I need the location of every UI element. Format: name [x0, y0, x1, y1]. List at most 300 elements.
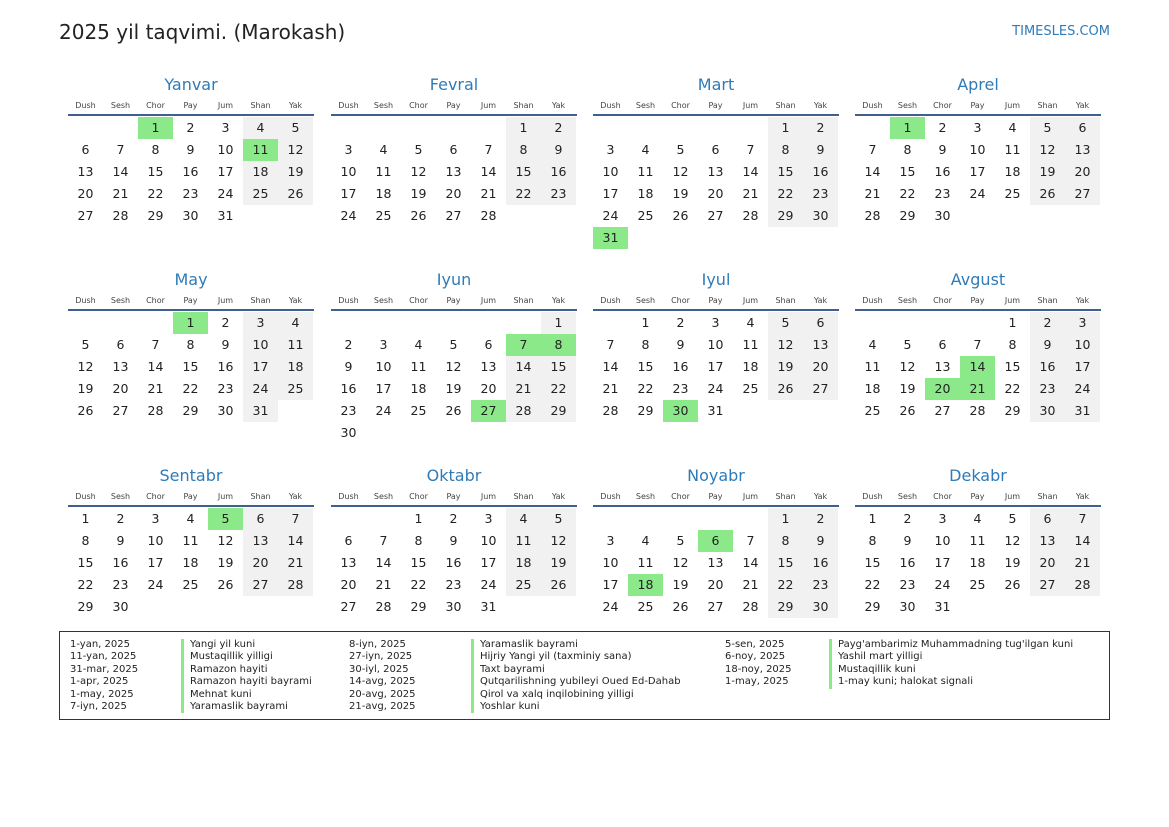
legend-date: 30-iyl, 2025	[349, 663, 409, 675]
weekday-label: Yak	[813, 296, 828, 305]
day-grid	[331, 508, 577, 618]
day-cell: 22	[147, 186, 164, 201]
day-cell: 18	[864, 381, 881, 396]
day-cell: 28	[112, 208, 129, 223]
day-cell: 26	[217, 577, 234, 592]
day-cell: 13	[77, 164, 94, 179]
day-cell: 28	[742, 208, 759, 223]
weekday-label: Jum	[217, 296, 234, 305]
day-cell: 19	[445, 381, 462, 396]
legend-date: 5-sen, 2025	[725, 639, 785, 650]
day-cell: 7	[278, 508, 313, 530]
day-cell: 10	[602, 164, 619, 179]
weekday-label: Sesh	[373, 296, 394, 305]
day-cell: 27	[707, 208, 724, 223]
month-fevral	[331, 73, 577, 227]
day-cell: 18	[742, 359, 759, 374]
day-cell: 2	[116, 511, 125, 526]
day-cell: 15	[410, 555, 427, 570]
empty-cell	[663, 508, 698, 530]
day-cell: 17	[147, 555, 164, 570]
day-cell: 4	[746, 315, 755, 330]
legend-holiday-name: Payg'ambarimiz Muhammadning tug'ilgan kuni	[829, 639, 1073, 651]
day-cell: 21	[742, 577, 759, 592]
day-cell: 30	[445, 599, 462, 614]
day-cell: 3	[221, 120, 230, 135]
day-cell: 10	[1065, 334, 1100, 356]
day-cell: 30	[182, 208, 199, 223]
holiday-day-cell: 8	[541, 334, 576, 356]
empty-cell	[733, 508, 768, 530]
day-cell: 2	[449, 511, 458, 526]
day-cell: 19	[217, 555, 234, 570]
day-cell: 1	[541, 312, 576, 334]
day-cell: 30	[899, 599, 916, 614]
day-cell: 29	[768, 596, 803, 618]
day-cell: 18	[278, 356, 313, 378]
day-cell: 13	[243, 530, 278, 552]
day-cell: 30	[934, 208, 951, 223]
day-grid	[855, 508, 1101, 618]
weekday-label: Sesh	[897, 492, 918, 501]
day-cell: 5	[1008, 511, 1017, 526]
day-cell: 9	[676, 337, 685, 352]
legend-holiday-name: Hijriy Yangi yil (taxminiy sana)	[471, 651, 681, 663]
day-cell: 18	[637, 186, 654, 201]
day-cell: 1	[768, 508, 803, 530]
day-cell: 6	[484, 337, 493, 352]
day-cell: 24	[217, 186, 234, 201]
day-cell: 30	[217, 403, 234, 418]
weekday-label: Dush	[75, 492, 96, 501]
day-cell: 27	[77, 208, 94, 223]
day-cell: 12	[77, 359, 94, 374]
day-cell: 16	[672, 359, 689, 374]
day-cell: 1	[506, 117, 541, 139]
day-cell: 21	[480, 186, 497, 201]
month-name: Iyun	[436, 270, 472, 289]
day-cell: 9	[344, 359, 353, 374]
day-cell: 13	[1030, 530, 1065, 552]
day-cell: 20	[243, 552, 278, 574]
day-cell: 10	[217, 142, 234, 157]
empty-cell	[506, 312, 541, 334]
day-cell: 19	[899, 381, 916, 396]
weekday-label: Dush	[600, 492, 621, 501]
day-cell: 29	[637, 403, 654, 418]
day-cell: 15	[541, 356, 576, 378]
weekday-label: Pay	[446, 101, 461, 110]
day-cell: 18	[243, 161, 278, 183]
empty-cell	[733, 117, 768, 139]
day-cell: 20	[1030, 552, 1065, 574]
month-mart	[593, 73, 839, 249]
month-name: Oktabr	[426, 466, 482, 485]
weekday-label: Pay	[183, 101, 198, 110]
day-cell: 2	[344, 337, 353, 352]
day-cell: 30	[1030, 400, 1065, 422]
day-cell: 31	[934, 599, 951, 614]
day-cell: 19	[672, 577, 689, 592]
day-cell: 31	[217, 208, 234, 223]
day-grid	[855, 312, 1101, 422]
day-cell: 12	[768, 334, 803, 356]
empty-cell	[103, 117, 138, 139]
day-cell: 6	[344, 533, 353, 548]
day-cell: 15	[768, 552, 803, 574]
day-cell: 2	[803, 508, 838, 530]
weekday-label: Dush	[600, 296, 621, 305]
day-grid	[331, 312, 577, 444]
day-cell: 1	[81, 511, 90, 526]
day-cell: 26	[278, 183, 313, 205]
day-cell: 12	[410, 164, 427, 179]
site-link[interactable]: TIMESLES.COM	[1012, 24, 1110, 39]
weekday-label: Yak	[1075, 101, 1090, 110]
day-grid	[593, 312, 839, 422]
day-grid	[593, 117, 839, 249]
weekday-label: Chor	[933, 492, 952, 501]
day-cell: 12	[672, 164, 689, 179]
day-cell: 10	[340, 164, 357, 179]
day-cell: 8	[506, 139, 541, 161]
day-cell: 19	[410, 186, 427, 201]
day-cell: 7	[151, 337, 160, 352]
legend-dates-column	[70, 639, 138, 713]
day-cell: 11	[742, 337, 759, 352]
day-cell: 27	[1030, 574, 1065, 596]
weekday-label: Sesh	[373, 492, 394, 501]
day-cell: 26	[445, 403, 462, 418]
day-cell: 27	[1065, 183, 1100, 205]
weekday-header	[855, 490, 1101, 504]
day-cell: 21	[147, 381, 164, 396]
day-cell: 4	[868, 337, 877, 352]
month-name: Noyabr	[687, 466, 745, 485]
day-cell: 24	[934, 577, 951, 592]
weekday-label: Pay	[183, 492, 198, 501]
day-cell: 9	[1030, 334, 1065, 356]
holiday-day-cell: 1	[138, 117, 173, 139]
holiday-legend	[59, 631, 1110, 720]
day-cell: 23	[217, 381, 234, 396]
weekday-header	[331, 490, 577, 504]
legend-dates-column	[349, 639, 416, 713]
day-cell: 29	[864, 599, 881, 614]
weekday-label: Yak	[1075, 296, 1090, 305]
legend-holiday-name: Yaramaslik bayrami	[181, 701, 312, 713]
month-name: Aprel	[957, 75, 999, 94]
day-cell: 24	[147, 577, 164, 592]
weekday-label: Jum	[217, 492, 234, 501]
day-cell: 14	[1065, 530, 1100, 552]
empty-cell	[698, 117, 733, 139]
month-name: Avgust	[950, 270, 1006, 289]
empty-cell	[366, 312, 401, 334]
legend-holiday-name: 1-may kuni; halokat signali	[829, 676, 1073, 688]
day-cell: 8	[151, 142, 160, 157]
legend-holiday-name: Taxt bayrami	[471, 664, 681, 676]
legend-names-column	[181, 639, 312, 713]
day-cell: 27	[934, 403, 951, 418]
day-cell: 24	[602, 208, 619, 223]
day-cell: 2	[803, 117, 838, 139]
day-cell: 21	[278, 552, 313, 574]
weekday-label: Chor	[671, 101, 690, 110]
weekday-label: Dush	[75, 296, 96, 305]
day-cell: 8	[1008, 337, 1017, 352]
weekday-label: Chor	[146, 101, 165, 110]
day-cell: 14	[602, 359, 619, 374]
day-cell: 7	[973, 337, 982, 352]
day-cell: 16	[934, 164, 951, 179]
day-cell: 10	[934, 533, 951, 548]
day-cell: 11	[1004, 142, 1021, 157]
day-cell: 21	[375, 577, 392, 592]
weekday-label: Chor	[409, 296, 428, 305]
day-cell: 12	[541, 530, 576, 552]
day-cell: 12	[672, 555, 689, 570]
day-cell: 3	[1065, 312, 1100, 334]
day-cell: 17	[602, 186, 619, 201]
legend-date: 1-yan, 2025	[70, 639, 130, 650]
day-cell: 11	[410, 359, 427, 374]
day-cell: 5	[1030, 117, 1065, 139]
day-cell: 16	[340, 381, 357, 396]
day-cell: 10	[480, 533, 497, 548]
weekday-label: Chor	[146, 296, 165, 305]
day-cell: 6	[116, 337, 125, 352]
day-cell: 13	[340, 555, 357, 570]
day-cell: 16	[182, 164, 199, 179]
day-cell: 22	[637, 381, 654, 396]
day-grid	[855, 117, 1101, 227]
weekday-label: Sesh	[897, 101, 918, 110]
day-cell: 29	[77, 599, 94, 614]
holiday-day-cell: 27	[471, 400, 506, 422]
day-cell: 6	[81, 142, 90, 157]
day-cell: 5	[676, 142, 685, 157]
day-cell: 12	[899, 359, 916, 374]
day-cell: 14	[742, 164, 759, 179]
day-cell: 9	[803, 530, 838, 552]
weekday-label: Shan	[513, 492, 534, 501]
day-cell: 20	[707, 186, 724, 201]
empty-cell	[925, 312, 960, 334]
weekday-label: Jum	[1004, 101, 1021, 110]
month-aprel	[855, 73, 1101, 227]
day-cell: 15	[1004, 359, 1021, 374]
day-cell: 24	[243, 378, 278, 400]
empty-cell	[663, 117, 698, 139]
weekday-label: Dush	[862, 492, 883, 501]
day-cell: 22	[506, 183, 541, 205]
weekday-label: Jum	[1004, 492, 1021, 501]
day-cell: 26	[541, 574, 576, 596]
empty-cell	[331, 508, 366, 530]
day-cell: 25	[864, 403, 881, 418]
day-cell: 23	[803, 183, 838, 205]
weekday-header	[68, 99, 314, 113]
empty-cell	[68, 117, 103, 139]
day-cell: 22	[1004, 381, 1021, 396]
day-cell: 6	[803, 312, 838, 334]
day-cell: 21	[1065, 552, 1100, 574]
legend-date: 6-noy, 2025	[725, 651, 786, 663]
day-cell: 14	[375, 555, 392, 570]
day-cell: 4	[973, 511, 982, 526]
weekday-label: Pay	[183, 296, 198, 305]
day-cell: 28	[969, 403, 986, 418]
legend-holiday-name: Ramazon hayiti	[181, 664, 312, 676]
day-cell: 9	[903, 533, 912, 548]
day-cell: 15	[182, 359, 199, 374]
weekday-label: Shan	[1037, 296, 1058, 305]
day-cell: 14	[480, 164, 497, 179]
day-cell: 14	[506, 356, 541, 378]
day-cell: 27	[803, 378, 838, 400]
weekday-header	[593, 99, 839, 113]
day-cell: 16	[899, 555, 916, 570]
weekday-label: Jum	[480, 296, 497, 305]
weekday-label: Pay	[446, 296, 461, 305]
weekday-label: Dush	[862, 101, 883, 110]
day-cell: 30	[803, 596, 838, 618]
header-rule	[593, 114, 839, 116]
day-cell: 17	[602, 577, 619, 592]
empty-cell	[628, 508, 663, 530]
holiday-day-cell: 5	[208, 508, 243, 530]
day-cell: 18	[969, 555, 986, 570]
weekday-label: Chor	[933, 296, 952, 305]
weekday-label: Yak	[551, 101, 566, 110]
day-cell: 13	[445, 164, 462, 179]
day-cell: 8	[81, 533, 90, 548]
legend-holiday-name: Yashil mart yilligi	[829, 651, 1073, 663]
day-cell: 3	[151, 511, 160, 526]
day-cell: 17	[934, 555, 951, 570]
day-cell: 6	[449, 142, 458, 157]
day-cell: 21	[602, 381, 619, 396]
day-cell: 14	[147, 359, 164, 374]
weekday-label: Chor	[933, 101, 952, 110]
day-cell: 27	[445, 208, 462, 223]
header-rule	[331, 114, 577, 116]
month-yanvar	[68, 73, 314, 227]
day-cell: 21	[506, 378, 541, 400]
day-cell: 3	[344, 142, 353, 157]
day-cell: 8	[414, 533, 423, 548]
month-name: Fevral	[429, 75, 479, 94]
day-cell: 13	[934, 359, 951, 374]
day-cell: 19	[541, 552, 576, 574]
day-cell: 9	[803, 139, 838, 161]
empty-cell	[593, 117, 628, 139]
day-cell: 29	[147, 208, 164, 223]
month-dekabr	[855, 464, 1101, 618]
day-cell: 22	[768, 574, 803, 596]
holiday-day-cell: 6	[698, 530, 733, 552]
empty-cell	[436, 312, 471, 334]
legend-date: 7-iyn, 2025	[70, 700, 127, 712]
legend-date: 20-avg, 2025	[349, 688, 416, 700]
day-cell: 17	[1065, 356, 1100, 378]
day-cell: 1	[1008, 315, 1017, 330]
day-cell: 16	[803, 161, 838, 183]
day-cell: 7	[379, 533, 388, 548]
day-cell: 6	[1065, 117, 1100, 139]
month-sentabr	[68, 464, 314, 618]
day-cell: 25	[1004, 186, 1021, 201]
day-cell: 10	[243, 334, 278, 356]
legend-holiday-name: Qutqarilishning yubileyi Oued Ed-Dahab	[471, 676, 681, 688]
weekday-label: Sesh	[635, 492, 656, 501]
day-cell: 14	[864, 164, 881, 179]
day-cell: 28	[1065, 574, 1100, 596]
day-cell: 23	[1030, 378, 1065, 400]
day-cell: 13	[803, 334, 838, 356]
day-cell: 19	[1004, 555, 1021, 570]
month-name: Yanvar	[164, 75, 218, 94]
day-cell: 13	[480, 359, 497, 374]
empty-cell	[471, 117, 506, 139]
weekday-header	[593, 294, 839, 308]
day-cell: 31	[1065, 400, 1100, 422]
empty-cell	[698, 508, 733, 530]
empty-cell	[471, 312, 506, 334]
header-rule	[855, 309, 1101, 311]
day-cell: 17	[375, 381, 392, 396]
day-cell: 20	[77, 186, 94, 201]
day-cell: 25	[243, 183, 278, 205]
day-cell: 28	[864, 208, 881, 223]
day-cell: 6	[243, 508, 278, 530]
weekday-label: Dush	[338, 296, 359, 305]
day-cell: 27	[243, 574, 278, 596]
weekday-label: Shan	[250, 101, 271, 110]
holiday-day-cell: 11	[243, 139, 278, 161]
day-cell: 20	[1065, 161, 1100, 183]
day-cell: 16	[1030, 356, 1065, 378]
day-cell: 5	[676, 533, 685, 548]
day-cell: 10	[147, 533, 164, 548]
empty-cell	[331, 117, 366, 139]
day-cell: 11	[375, 164, 392, 179]
weekday-label: Jum	[217, 101, 234, 110]
day-cell: 15	[147, 164, 164, 179]
month-iyun	[331, 268, 577, 444]
empty-cell	[593, 312, 628, 334]
day-cell: 19	[1030, 161, 1065, 183]
weekday-label: Pay	[708, 492, 723, 501]
day-cell: 5	[81, 337, 90, 352]
day-cell: 19	[768, 356, 803, 378]
weekday-label: Shan	[250, 492, 271, 501]
day-cell: 26	[672, 208, 689, 223]
holiday-day-cell: 7	[506, 334, 541, 356]
holiday-day-cell: 31	[593, 227, 628, 249]
day-cell: 30	[112, 599, 129, 614]
weekday-label: Chor	[409, 492, 428, 501]
month-name: Iyul	[701, 270, 731, 289]
weekday-label: Pay	[970, 492, 985, 501]
day-cell: 26	[672, 599, 689, 614]
day-cell: 18	[410, 381, 427, 396]
legend-date: 21-avg, 2025	[349, 700, 416, 712]
day-cell: 29	[768, 205, 803, 227]
day-cell: 20	[340, 577, 357, 592]
day-cell: 25	[637, 599, 654, 614]
